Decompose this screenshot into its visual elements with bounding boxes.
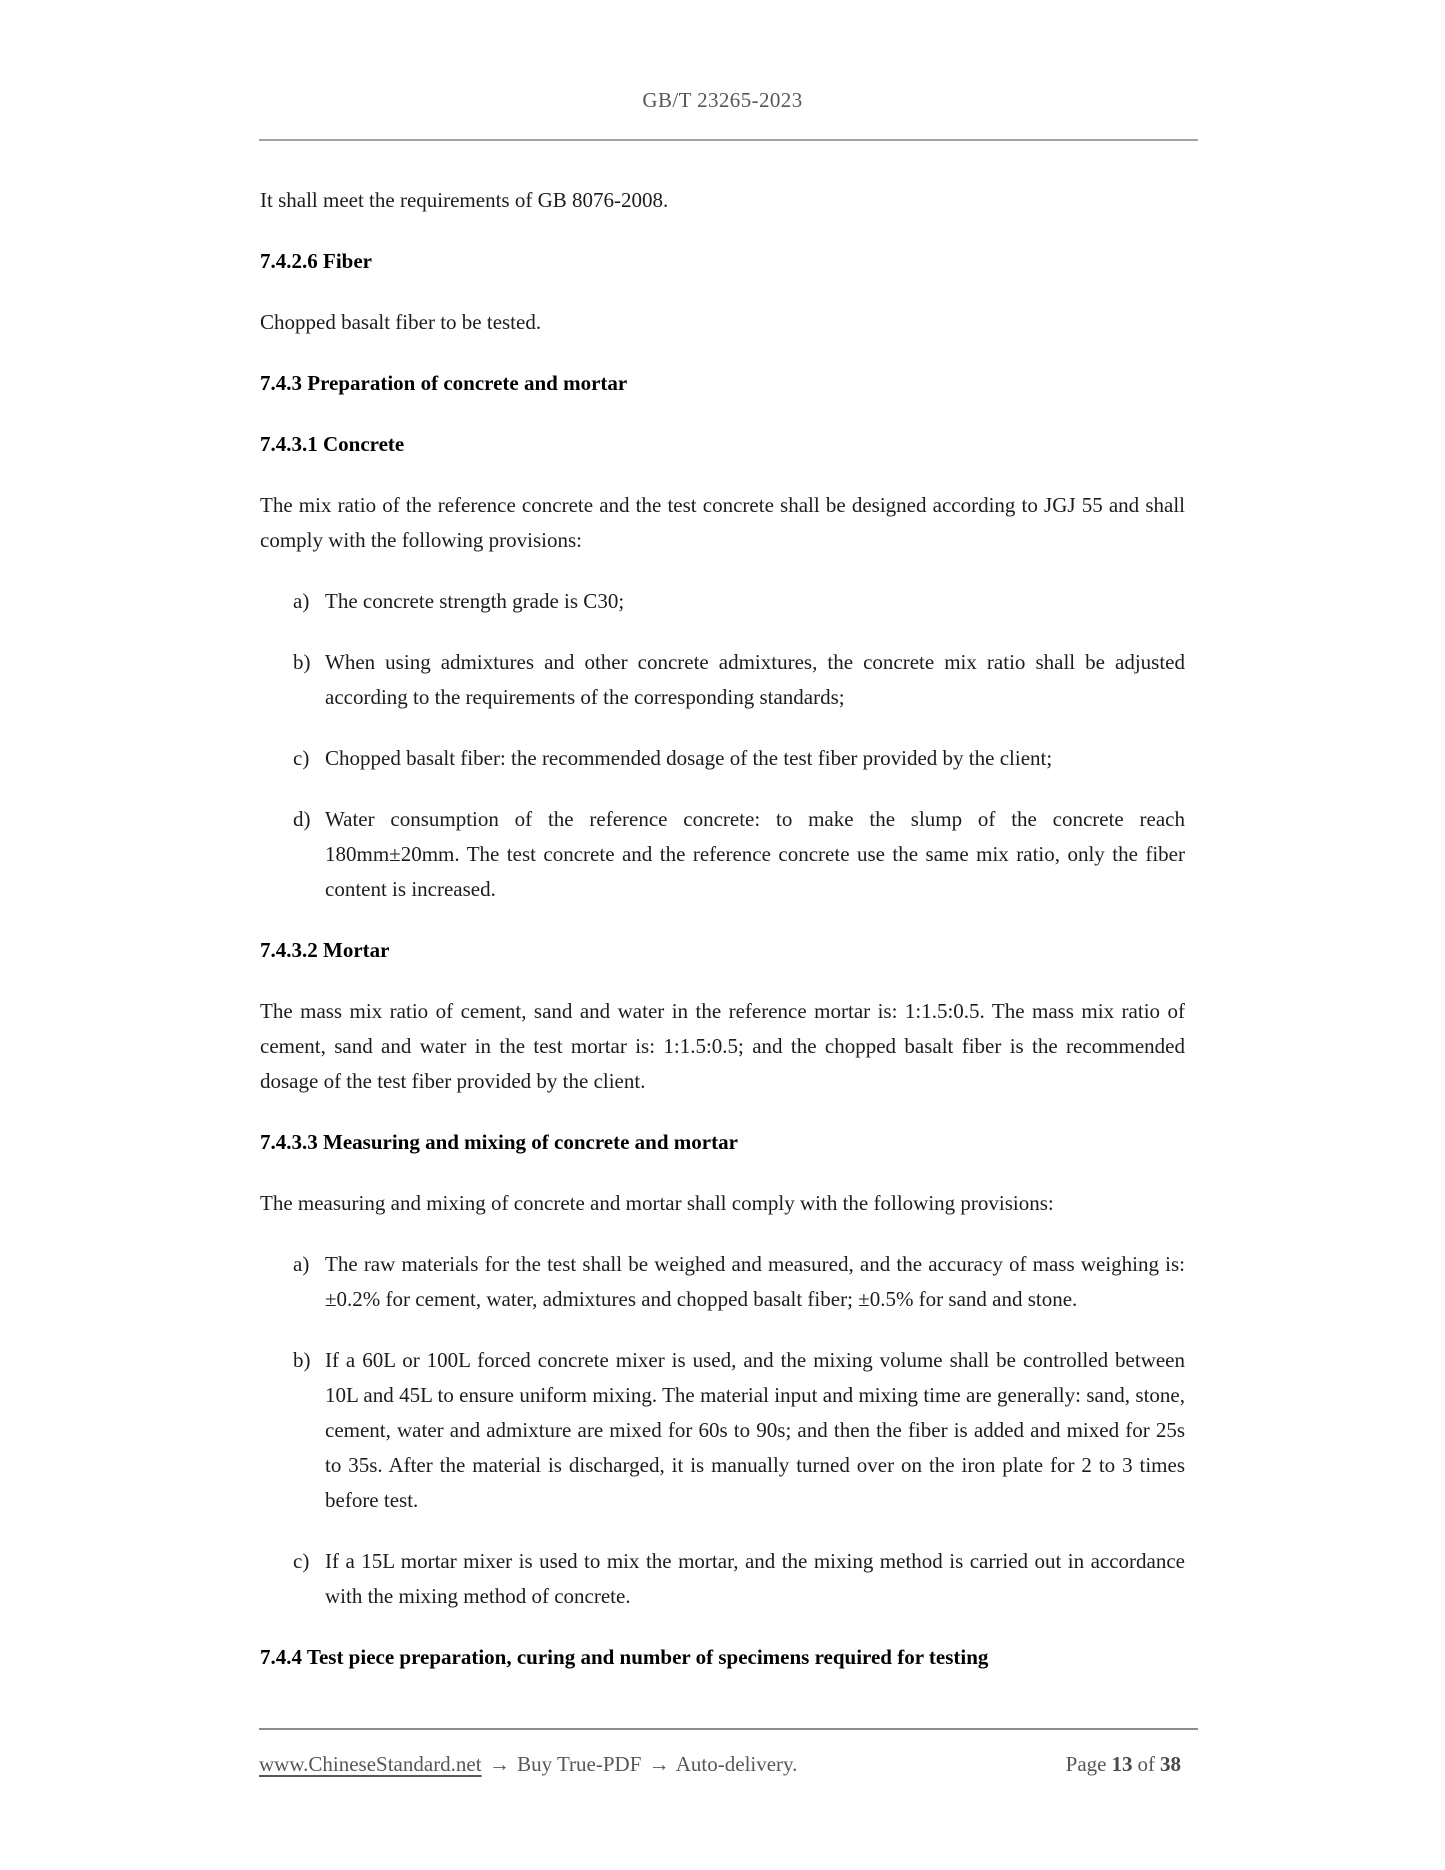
footer-links [259,1747,797,1782]
page-label: Page [1065,1752,1107,1776]
total-page-number: 38 [1160,1752,1181,1776]
list-marker: b) [293,1348,311,1372]
section-heading-concrete: 7.4.3.1 Concrete [260,432,405,456]
list-marker: a) [293,589,310,613]
list-item-text: The raw materials for the test shall be weighed and measured, and the accuracy of mass weighing is: ±0.2% for cement, water, admixtures and chopped basalt fiber; ±0.5% for sand and stone. [325,1252,1185,1311]
section-heading-mortar: 7.4.3.2 Mortar [260,938,390,962]
list-marker: c) [293,1549,310,1573]
site-link[interactable]: www.ChineseStandard.net [259,1752,482,1776]
section-heading-preparation: 7.4.3 Preparation of concrete and mortar [260,371,628,395]
list-marker: a) [293,1252,310,1276]
section-heading-fiber: 7.4.2.6 Fiber [260,249,372,273]
mortar-paragraph: The mass mix ratio of cement, sand and water in the reference mortar is: 1:1.5:0.5. The mass mix ratio of cement, sand and water in the test mortar is: 1:1.5:0.5; and the chopped basalt fiber is the recommended dosage of the test fiber provided by the client. [260,999,1185,1093]
intro-paragraph: It shall meet the requirements of GB 8076-2008. [260,188,669,212]
list-item-text: Chopped basalt fiber: the recommended dosage of the test fiber provided by the client; [325,746,1053,770]
list-item-d [260,802,1185,907]
concrete-paragraph: The mix ratio of the reference concrete and the test concrete shall be designed according to JGJ 55 and shall comply with the following provisions: [260,493,1185,552]
list-item-text: If a 60L or 100L forced concrete mixer is used, and the mixing volume shall be controlled between 10L and 45L to ensure uniform mixing. The material input and mixing time are generally: sand, stone, cement, water and admixture are mixed for 60s to 90s; and then the fiber is added and mixed for 25s to 35s. After the material is discharged, it is manually turned over on the iron plate for 2 to 3 times before test. [325,1348,1185,1512]
arrow-icon: → [488,1752,510,1776]
current-page-number: 13 [1111,1752,1133,1776]
fiber-paragraph: Chopped basalt fiber to be tested. [260,310,542,334]
page-indicator [1066,1747,1186,1782]
list-marker: c) [293,746,310,770]
list-item-c [260,1544,1185,1614]
list-marker: b) [293,650,311,674]
list-item-a [260,1247,1185,1317]
list-marker: d) [293,807,311,831]
list-item-a [260,584,1185,619]
document-number: GB/T 23265-2023 [642,88,803,112]
list-item-b [260,645,1185,715]
footer-delivery-label: Auto-delivery. [675,1752,798,1776]
header-rule [259,139,1198,141]
list-item-text: Water consumption of the reference concrete: to make the slump of the concrete reach 180mm±20mm. The test concrete and the reference concrete use the same mix ratio, only the fiber content is increased. [325,807,1185,901]
list-item-text: When using admixtures and other concrete admixtures, the concrete mix ratio shall be adjusted according to the requirements of the corresponding standards; [325,650,1185,709]
footer-rule [259,1728,1198,1730]
section-heading-mixing: 7.4.3.3 Measuring and mixing of concrete and mortar [260,1130,738,1154]
document-body [260,183,1185,1701]
list-item-c [260,741,1185,776]
of-label: of [1137,1752,1155,1776]
list-item-text: If a 15L mortar mixer is used to mix the mortar, and the mixing method is carried out in accordance with the mixing method of concrete. [325,1549,1185,1608]
list-item-text: The concrete strength grade is C30; [325,589,625,613]
arrow-icon: → [648,1752,670,1776]
page-footer [259,1747,1186,1782]
mixing-paragraph: The measuring and mixing of concrete and mortar shall comply with the following provisions: [260,1191,1054,1215]
section-heading-test-piece: 7.4.4 Test piece preparation, curing and number of specimens required for testing [260,1645,989,1669]
footer-buy-label: Buy True-PDF [517,1752,642,1776]
list-item-b [260,1343,1185,1518]
